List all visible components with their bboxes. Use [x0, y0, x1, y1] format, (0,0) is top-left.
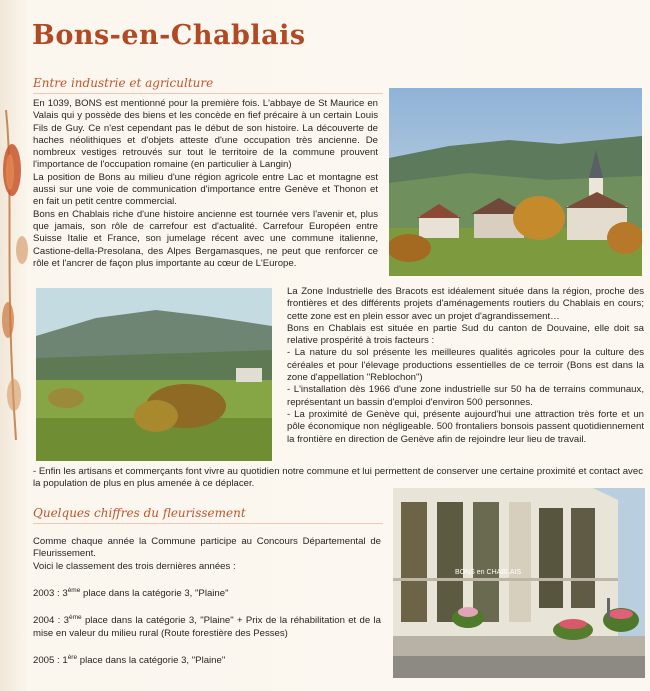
history-text-block [33, 98, 378, 270]
section-heading-industry: Entre industrie et agriculture [33, 76, 214, 90]
flowers-text-block [33, 536, 381, 668]
result-2003: 2003 : 3ème place dans la catégorie 3, "Plaine" [33, 586, 229, 600]
industry-text-block [287, 286, 644, 446]
paragraph-europe: Bons en Chablais riche d'une histoire ancienne est tournée vers l'avenir et, plus que jamais, son rôle de carrefour est d'actualité. Carrefour Européen entre Suisse Italie et France, son jumelage récent avec une commune italienne, Castione-della-Presolana, des Alpes Bergamasques, ne peut que renforcer ce rôle et l'ancrer de façon plus importante au cœur de L'Europe. [33, 208, 378, 269]
paragraph-ranking-intro: Voici le classement des trois dernières années : [33, 560, 236, 572]
paragraph-factor-industry: - L'installation dès 1966 d'une zone industrielle sur 50 ha de terrains communaux, représentant un bassin d'emploi d'environ 500 personnes. [287, 384, 644, 408]
village-church-photo [389, 88, 642, 276]
result-2004: 2004 : 3ème place dans la catégorie 3, "Plaine" + Prix de la réhabilitation et de la mise en valeur du milieu rural (Route forestière des Pesses) [33, 614, 381, 639]
decorative-plant-image [0, 110, 34, 440]
section-heading-flowers: Quelques chiffres du fleurissement [33, 506, 246, 520]
section-divider [33, 93, 383, 94]
paragraph-factor-soil: - La nature du sol présente les meilleures qualités agricoles pour la culture des céréales et pour l'élevage productions essentielles de ce terroir (Bons est dans la zone d'appellation "Reblochon") [287, 347, 644, 384]
paragraph-position: La position de Bons au milieu d'une région agricole entre Lac et montagne est aussi sur une voie de communication d'importance entre Genève et Thonon et en fait un petit centre commercial. [33, 171, 378, 208]
countryside-photo [36, 288, 272, 461]
paragraph-douvaine: Bons en Chablais est située en partie Sud du canton de Douvaine, elle doit sa relative prospérité à trois facteurs : [287, 322, 644, 347]
result-2005: 2005 : 1ère place dans la catégorie 3, "Plaine" [33, 654, 226, 667]
paragraph-factor-geneva: - La proximité de Genève qui, présente aujourd'hui une attraction très forte et un pôle économique non négligeable. 500 frontaliers bonsois passent quotidiennement la frontière en direction de Genève afin de rejoindre leur lieu de travail. [287, 408, 644, 445]
paragraph-history: En 1039, BONS est mentionné pour la première fois. L'abbaye de St Maurice en Valais qui y possède des biens et les concède en fief précaire à un certain Louis Fils de Guy. Ce n'est cependant pas le début de son histoire. La découverte de haches néolithiques et d'objets atteste d'une occupation très ancienne. De nombreux vestiges retrouvés sur tout le territoire de la commune prouvent l'importance de l'occupation romaine (en particulier à Langin) [33, 98, 378, 171]
section-divider [33, 523, 383, 524]
paragraph-zone-industrielle: La Zone Industrielle des Bracots est idéalement située dans la région, proche des frontières et des différents projets d'aménagements routiers du Chablais en cours; cette zone est en plein essor avec un projet d'agrandissement… [287, 286, 644, 322]
paragraph-artisans: - Enfin les artisans et commerçants font vivre au quotidien notre commune et lui permettent de conserver une certaine proximité et contact avec la population de plus en plus amenée à ce déplacer. [33, 466, 643, 490]
town-hall-photo [393, 488, 645, 678]
page-title: Bons-en-Chablais [32, 20, 306, 51]
village-sign-text: BONS en CHABLAIS [455, 569, 522, 576]
artisans-text-block [33, 466, 643, 491]
paragraph-contest: Comme chaque année la Commune participe au Concours Départemental de Fleurissement. [33, 536, 381, 560]
